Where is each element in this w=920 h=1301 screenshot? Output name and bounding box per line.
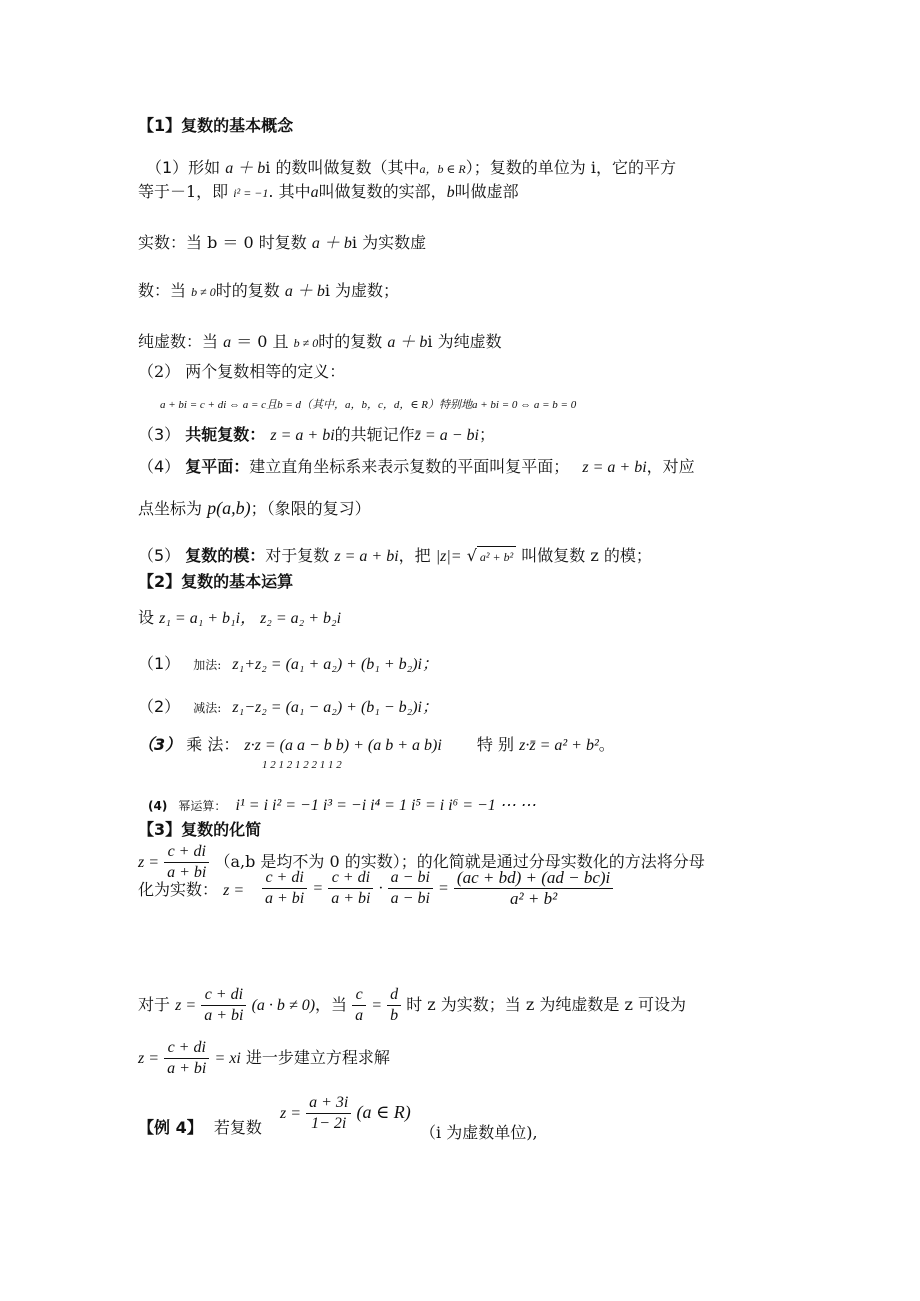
def-line-1 [146,158,676,179]
mul-special-formula: z·z̄ = a² + b² [519,737,599,754]
for-a-den: a [355,1007,364,1024]
for-cond: (a · b ≠ 0) [251,997,316,1014]
imag-form: a ＋ b [284,283,325,300]
ex4-line [138,1118,262,1138]
mod-formula: z = a + bi [334,548,399,565]
power-line [148,795,536,816]
exp-result-num: (ac + bd) + (ad − bc)i [454,868,613,889]
def-i-square: i² = −1 [233,186,269,200]
mul-subscripts: 1 2 1 2 1 2 2 1 1 2 [262,759,342,771]
plane-text: 建立直角坐标系来表示复数的平面叫复平面； [249,457,570,476]
plane-num: （4） [138,457,181,476]
point-text: 点坐标为 [138,499,203,518]
add-line [138,654,438,675]
ex4-num: a + 3i [306,1093,351,1114]
sub-label: 减法: [193,701,222,715]
mul-end: 。 [598,735,615,754]
simp-z2: z = [223,882,245,899]
imag-text3: i 为虚数； [324,281,400,300]
conj-bold: 共轭复数： [185,425,266,444]
mul-line [138,735,615,756]
set-line [138,608,341,629]
exp-dot: · [378,880,383,897]
for-z-eq: z = [175,997,197,1014]
pure-form: a ＋ b [387,334,428,351]
def-l2-which: . 其中 [268,182,311,201]
pow-label: 幂运算： [178,799,227,813]
sub-num: （2） [138,697,181,716]
add-label: 加法: [193,658,222,672]
set-formula: z₁ = a₁ + b₁i， z₂ = a₂ + b₂i [159,610,342,627]
ex4-frac [306,1093,351,1134]
mul-label: 乘 法： [186,735,240,754]
simplify-line-2 [138,880,244,901]
exp-frac3-num: a − bi [388,868,433,889]
sub-formula: z₁−z₂ = (a₁ − a₂) + (b₁ − b₂)i； [232,699,438,716]
xi-line [138,1036,390,1081]
point-line [138,498,371,519]
section3-title: 【3】复数的化简 [138,820,262,839]
mod-num: （5） [138,546,181,565]
imag-number-line [138,281,399,302]
mod-abs: |z|= [435,548,462,565]
exp-frac2-num: c + di [328,868,373,889]
equality-label: （2） 两个复数相等的定义： [138,362,346,381]
exp-frac2-den: a + bi [331,890,371,907]
pure-zero: ＝ 0 且 [236,332,289,351]
exp-frac3-den: a − bi [390,890,430,907]
add-num: （1） [138,654,181,673]
conj-text: 的共轭记作 [334,425,415,444]
ex4-label: 【例 4】 [138,1118,203,1137]
for-when: ，当 [315,995,348,1014]
pow-formula: i¹ = i i² = −1 i³ = −i i⁴ = 1 i⁵ = i i⁶ = −1 ⋯ ⋯ [235,797,536,814]
mod-bold: 复数的模： [185,546,266,565]
mod-end: 叫做复数 z 的模； [521,546,652,565]
def-l2-b: b [446,184,455,201]
exp-eq2: = [438,880,449,897]
for-frac-num: c + di [201,985,246,1006]
section1-title: 【1】复数的基本概念 [138,116,294,135]
plane-end: ，对应 [646,457,695,476]
section2-title: 【2】复数的基本运算 [138,572,294,591]
for-c: c [352,985,366,1006]
ex4-cond: (a ∈ R) [356,1102,411,1122]
for-frac-den: a + bi [204,1007,244,1024]
imag-text: 数：当 [138,281,187,300]
plane-bold: 复平面： [185,457,250,476]
for-text2: 时 z 为实数；当 z 为纯虚数是 z 可设为 [406,995,687,1014]
conj-formula: z = a + bi [270,427,335,444]
for-frac [201,985,246,1026]
for-line: 对于 z = $\frac{c + di}{a + bi}$ (a · b ≠ 0)，当 $\frac{c}{a}$ = $\frac{d}{b}$ 时 z 为实数；当 z 为纯虚数是 z 可设为 [138,986,687,1024]
sub-line [138,697,438,718]
simp-text: （a,b 是均不为 0 的实数）；的化简就是通过分母实数化的方法将分母 [214,852,705,871]
for-db [387,985,401,1026]
pow-num: (4) [148,799,168,813]
plane-formula: z = a + bi [582,459,647,476]
exp-result [454,868,613,909]
pure-text3: i 为纯虚数 [427,332,502,351]
set-text: 设 [138,608,155,627]
ex4-z: z = [280,1105,302,1122]
pure-text: 纯虚数：当 [138,332,219,351]
def-l2-a: a [310,184,319,201]
xi-text: = xi [214,1050,241,1067]
ex4-tail: （i 为虚数单位), [420,1123,538,1142]
plane-line [138,457,695,478]
def-form: a ＋ b [225,160,266,177]
for-d: d [387,985,401,1006]
xi-frac-num: c + di [164,1038,209,1059]
real-text2: i 为实数虚 [351,233,427,252]
def-text2: ）；复数的单位为 i，它的平方 [465,158,676,177]
simplify-expansion [262,868,613,909]
simp-text2: 化为实数： [138,880,219,899]
def-num: （1）形如 [146,158,221,177]
real-text: 实数：当 b ＝ 0 时复数 [138,233,307,252]
exp-frac1-den: a + bi [265,890,305,907]
real-form: a ＋ b [311,235,352,252]
add-formula: z₁+z₂ = (a₁ + a₂) + (b₁ + b₂)i； [232,656,438,673]
def-l2-text: 等于－1，即 [138,182,229,201]
conj-end: ； [478,425,495,444]
conj-num: （3） [138,425,181,444]
mul-num: （3） [138,735,182,754]
mod-text: 对于复数 [265,546,330,565]
exp-result-den: a² + b² [510,889,558,908]
imag-cond: b ≠ 0 [191,285,216,299]
for-text: 对于 [138,995,171,1014]
imag-text2: 时的复数 [215,281,280,300]
mod-sqrt: a² + b² [477,546,516,567]
point-text2: ；（象限的复习） [250,499,371,518]
equality-formula: a + bi = c + di ⇔ a = c且b = d（其中，a，b，c，d，∈ R）特别地a + bi = 0 ⇔ a = b = 0 [160,399,577,411]
pure-a: a [223,334,232,351]
xi-z-eq: z = [138,1050,160,1067]
point-formula: p(a,b) [207,498,251,518]
conj-formula2: z̄ = a − bi [414,427,479,444]
ex4-formula [280,1090,411,1136]
xi-frac-den: a + bi [167,1060,207,1077]
def-text: i 的数叫做复数（其中 [265,158,420,177]
modulus-line: （5） 复数的模：对于复数 z = a + bi，把 |z|= √ a² + b² 叫做复数 z 的模； [138,546,652,565]
ex4-text: 若复数 [213,1118,262,1137]
for-b-den: b [390,1007,399,1024]
exp-frac1-num: c + di [262,868,307,889]
def-set: a，b ∈ R [419,162,466,176]
pure-text2: 时的复数 [318,332,383,351]
ex4-den: 1− 2i [311,1115,347,1132]
simp-frac-num: c + di [164,842,209,863]
simp-frac-den: a + bi [167,864,207,881]
conjugate-line [138,425,495,446]
mul-formula: z·z = (a a − b b) + (a b + a b)i [244,737,442,754]
exp-frac1 [262,868,307,909]
pure-cond: b ≠ 0 [293,336,319,350]
def-l2-real: 叫做复数的实部， [318,182,447,201]
def-line-2 [138,182,519,203]
mod-text2: ，把 [398,546,431,565]
xi-frac [164,1038,209,1079]
real-number-line [138,233,426,254]
exp-frac3 [388,868,433,909]
xi-tail: 进一步建立方程求解 [245,1048,390,1067]
simp-frac [164,842,209,883]
exp-frac2 [328,868,373,909]
for-ca [352,985,366,1026]
mul-special: 特 别 [476,735,515,754]
simp-z-eq: z = [138,854,160,871]
def-l2-imag: 叫做虚部 [454,182,519,201]
exp-eq1: = [312,880,324,897]
pure-imag-line [138,332,502,353]
